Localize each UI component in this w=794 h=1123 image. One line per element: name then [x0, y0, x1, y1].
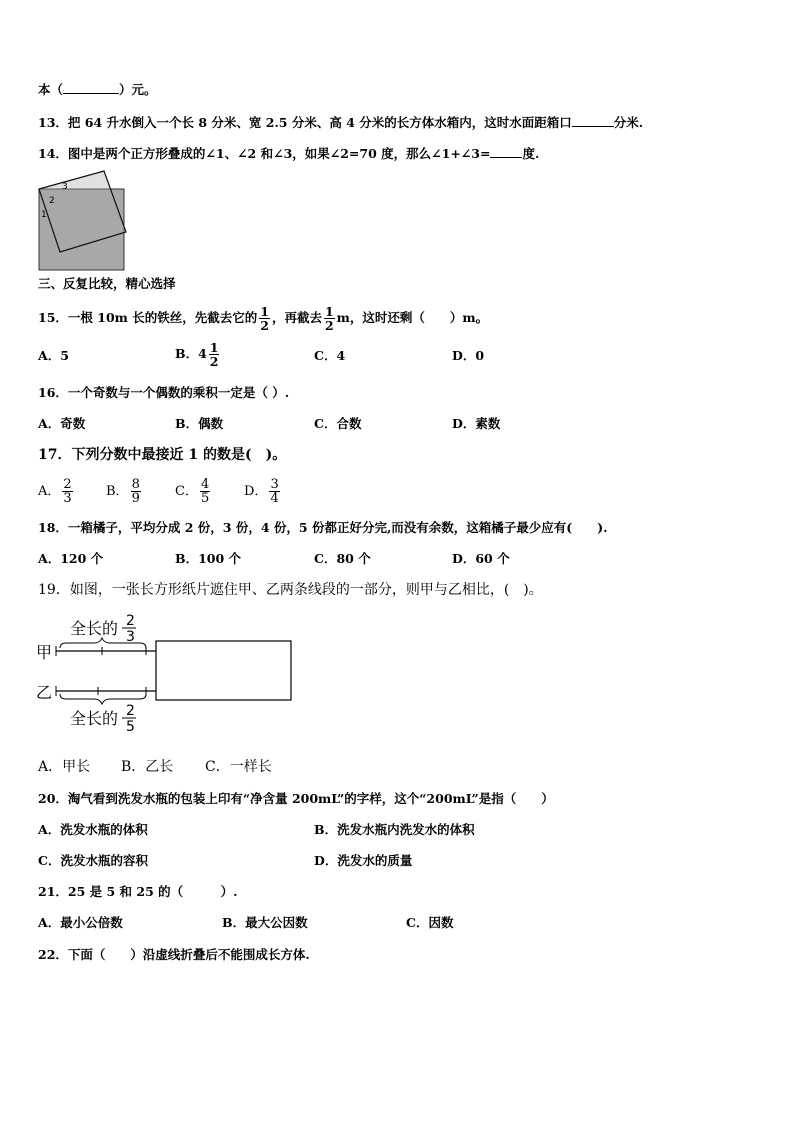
q15-option-b[interactable] — [175, 340, 221, 368]
q17-option-c-num: 4 — [200, 477, 210, 492]
q20-option-c[interactable]: C．洗发水瓶的容积 — [38, 853, 148, 868]
q21-option-c[interactable]: C．因数 — [406, 915, 454, 930]
q13-text-pre: 13．把 64 升水倒入一个长 8 分米、宽 2.5 分米、高 4 分米的长方体水箱内，这时水面距箱口 — [38, 115, 572, 130]
q15-option-a[interactable]: A．5 — [38, 348, 69, 363]
q14-text-post: 度. — [522, 146, 540, 161]
q14-angle-label-1: 1 — [41, 210, 47, 220]
q18-option-d[interactable]: D．60 个 — [452, 551, 510, 566]
q18-option-b[interactable]: B．100 个 — [175, 551, 242, 566]
q19-bottom-label-den: 5 — [126, 719, 135, 735]
q17-option-a-fraction — [62, 478, 72, 505]
q19-option-c[interactable]: C．一样长 — [205, 759, 272, 775]
q17-option-d-den: 4 — [270, 491, 279, 506]
q15-frac2-den: 2 — [324, 318, 334, 333]
q17-option-b-num: 8 — [131, 477, 140, 492]
q17-option-b-fraction — [131, 478, 141, 505]
q19-bottom-label-text: 全长的 — [70, 709, 119, 728]
q17-option-c-fraction — [200, 478, 210, 505]
q15-option-c[interactable]: C．4 — [314, 348, 346, 363]
q17-text: 17．下列分数中最接近 1 的数是( )。 — [38, 447, 287, 463]
q15-frac1-num: 1 — [260, 304, 269, 319]
q17-option-d-num: 3 — [270, 477, 279, 492]
q17-option-a-den: 3 — [63, 491, 72, 506]
q21-text: 21．25 是 5 和 25 的（ ）. — [38, 884, 238, 899]
q19-text: 19．如图，一张长方形纸片遮住甲、乙两条线段的一部分，则甲与乙相比，( )。 — [38, 582, 543, 598]
q13-text-post: 分米. — [613, 115, 644, 130]
q17-option-c[interactable] — [175, 475, 212, 509]
q19-line-segments-figure — [36, 608, 298, 736]
q15-fraction-2 — [324, 305, 335, 332]
q18-option-a[interactable]: A．120 个 — [38, 551, 104, 566]
q19-label-jia: 甲 — [36, 643, 53, 662]
q17-option-a[interactable] — [38, 475, 75, 509]
section-title: 三、反复比较，精心选择 — [38, 276, 176, 291]
q15-option-d[interactable]: D．0 — [452, 348, 485, 363]
q17-option-a-label: A． — [38, 484, 61, 499]
q12-tail — [38, 81, 157, 99]
q19-top-label-den: 3 — [126, 629, 135, 645]
q19-paper-rectangle — [156, 641, 291, 700]
q15-option-b-whole: B．4 — [175, 346, 207, 361]
q19-option-a[interactable]: A．甲长 — [38, 759, 91, 775]
q15 — [38, 304, 488, 332]
q19-top-label-num: 2 — [126, 613, 135, 629]
q15-frac2-num: 1 — [324, 304, 334, 319]
q17-option-c-label: C． — [175, 484, 198, 499]
q15-fraction-1 — [259, 305, 270, 332]
q14-text-pre: 14．图中是两个正方形叠成的∠1、∠2 和∠3，如果∠2=70 度，那么∠1+∠3= — [38, 146, 491, 161]
q14-angle-label-3: 3 — [62, 182, 68, 192]
q16-option-b[interactable]: B．偶数 — [175, 416, 224, 431]
q15-text-b: ，再截去 — [271, 310, 322, 325]
q18-text: 18．一箱橘子，平均分成 2 份，3 份，4 份，5 份都正好分完,而没有余数，这箱橘子最少应有( ). — [38, 520, 608, 535]
q14 — [38, 145, 539, 163]
q14-answer-blank[interactable] — [490, 145, 522, 158]
q12-text-post: ）元。 — [119, 82, 157, 97]
q22-text: 22．下面（ ）沿虚线折叠后不能围成长方体. — [38, 947, 310, 962]
q14-squares-figure — [36, 168, 132, 272]
q19-option-b[interactable]: B．乙长 — [121, 759, 174, 775]
q17-option-a-num: 2 — [63, 477, 72, 492]
q17-option-c-den: 5 — [200, 491, 210, 506]
q15-text-c: m，这时还剩（ ）m。 — [336, 310, 489, 325]
q20-text: 20．淘气看到洗发水瓶的包装上印有“净含量 200mL”的字样，这个“200mL”是指（ ） — [38, 791, 554, 806]
q18-option-c[interactable]: C．80 个 — [314, 551, 371, 566]
q17-option-b-den: 9 — [131, 491, 140, 506]
q16-text: 16．一个奇数与一个偶数的乘积一定是（ ）. — [38, 385, 290, 400]
q20-option-a[interactable]: A．洗发水瓶的体积 — [38, 822, 148, 837]
q17-option-b-label: B． — [106, 484, 129, 499]
q17-option-d-fraction — [269, 478, 279, 505]
q21-option-a[interactable]: A．最小公倍数 — [38, 915, 123, 930]
q17-option-d[interactable] — [244, 475, 282, 509]
q16-option-c[interactable]: C．合数 — [314, 416, 362, 431]
q20-option-d[interactable]: D．洗发水的质量 — [314, 853, 413, 868]
q19-top-label-text: 全长的 — [70, 619, 119, 638]
q19-label-yi: 乙 — [36, 683, 53, 702]
q14-angle-label-2: 2 — [49, 196, 55, 206]
q15-option-b-num: 1 — [209, 340, 219, 355]
q15-option-b-fraction — [209, 341, 220, 368]
q17-option-d-label: D． — [244, 484, 268, 499]
q13-answer-blank[interactable] — [572, 114, 614, 127]
q16-option-d[interactable]: D．素数 — [452, 416, 501, 431]
q13 — [38, 114, 643, 132]
q21-option-b[interactable]: B．最大公因数 — [222, 915, 308, 930]
q15-frac1-den: 2 — [260, 318, 269, 333]
q17-option-b[interactable] — [106, 475, 143, 509]
q19-bottom-label-num: 2 — [126, 703, 135, 719]
q20-option-b[interactable]: B．洗发水瓶内洗发水的体积 — [314, 822, 475, 837]
q15-option-b-den: 2 — [209, 354, 219, 369]
q16-option-a[interactable]: A．奇数 — [38, 416, 86, 431]
q12-answer-blank[interactable] — [63, 81, 119, 94]
q12-text-pre: 本（ — [38, 82, 64, 97]
q15-text-a: 15．一根 10m 长的铁丝，先截去它的 — [38, 310, 258, 325]
